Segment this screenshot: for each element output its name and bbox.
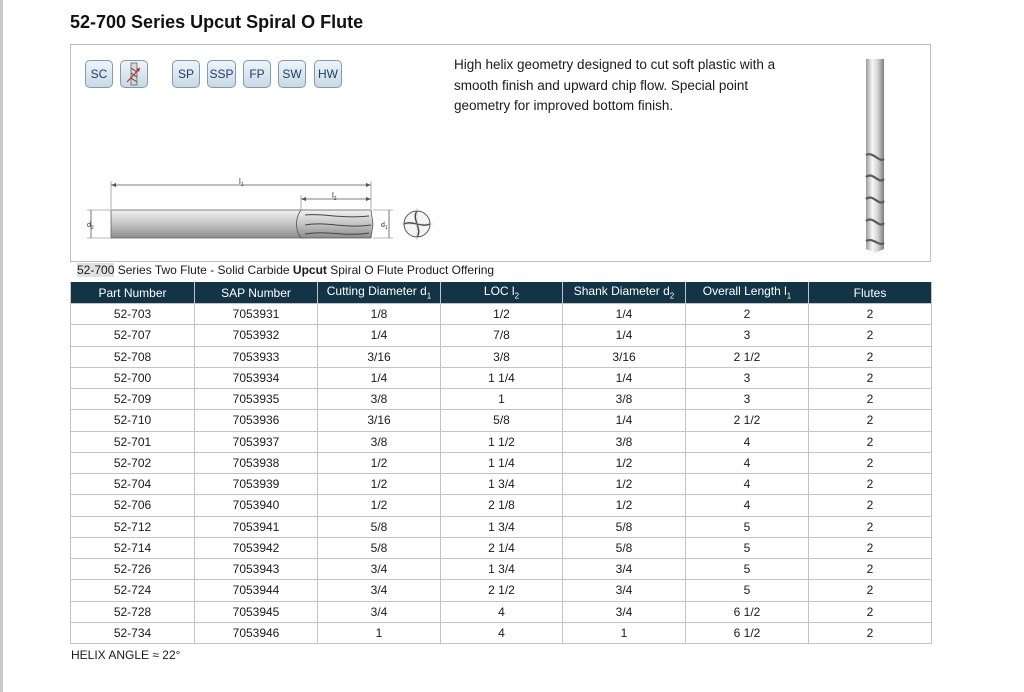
table-cell: 6 1/2 <box>686 622 809 643</box>
table-cell: 7053931 <box>195 304 318 325</box>
table-cell: 2 1/2 <box>686 346 809 367</box>
table-cell: 52-701 <box>71 431 195 452</box>
table-cell: 1 1/4 <box>441 367 563 388</box>
table-cell: 5/8 <box>441 410 563 431</box>
table-cell: 7053933 <box>195 346 318 367</box>
table-cell: 7053937 <box>195 431 318 452</box>
table-cell: 52-704 <box>71 474 195 495</box>
table-cell: 2 <box>809 389 932 410</box>
cutting-diameter-label: $d_1$ <box>381 222 388 231</box>
table-cell: 7053942 <box>195 537 318 558</box>
table-cell: 3/16 <box>318 410 441 431</box>
table-row <box>71 410 932 431</box>
column-header: SAP Number <box>195 282 318 304</box>
table-cell: 2 <box>809 537 932 558</box>
table-cell: 7053939 <box>195 474 318 495</box>
table-cell: 1 1/2 <box>441 431 563 452</box>
router-bit-photo <box>859 59 891 255</box>
table-cell: 4 <box>686 452 809 473</box>
table-cell: 3/8 <box>318 431 441 452</box>
table-cell: 4 <box>441 622 563 643</box>
table-cell: 7053932 <box>195 325 318 346</box>
column-header: Part Number <box>71 282 195 304</box>
table-row <box>71 601 932 622</box>
table-cell: 3 <box>686 389 809 410</box>
table-cell: 5/8 <box>563 537 686 558</box>
table-cell: 52-734 <box>71 622 195 643</box>
table-cell: 3/4 <box>318 580 441 601</box>
feature-chip-hw: HW <box>314 60 342 88</box>
column-header: Flutes <box>809 282 932 304</box>
table-cell: 1/4 <box>563 325 686 346</box>
table-cell: 52-703 <box>71 304 195 325</box>
table-cell: 52-710 <box>71 410 195 431</box>
table-cell: 2 <box>809 325 932 346</box>
table-cell: 3/8 <box>563 431 686 452</box>
table-cell: 1/2 <box>441 304 563 325</box>
table-cell: 1/4 <box>563 367 686 388</box>
table-cell: 4 <box>686 431 809 452</box>
feature-chip-sp: SP <box>172 60 200 88</box>
table-cell: 7053935 <box>195 389 318 410</box>
table-cell: 7/8 <box>441 325 563 346</box>
table-cell: 1/2 <box>318 495 441 516</box>
tool-shank-shape <box>111 210 305 238</box>
product-description: High helix geometry designed to cut soft plastic with a smooth finish and upward chip flow. Special point geometry for improved bottom finish. <box>454 57 776 113</box>
column-header: Shank Diameter $d_2$ <box>563 282 686 304</box>
table-cell: 3/8 <box>563 389 686 410</box>
table-cell: 2 <box>809 622 932 643</box>
table-cell: 1 <box>563 622 686 643</box>
table-cell: 2 1/2 <box>441 580 563 601</box>
table-cell: 52-700 <box>71 367 195 388</box>
table-cell: 3 <box>686 367 809 388</box>
table-cell: 1 3/4 <box>441 516 563 537</box>
column-header: Overall Length $l_1$ <box>686 282 809 304</box>
table-cell: 2 <box>809 495 932 516</box>
table-row <box>71 622 932 643</box>
table-cell: 1/8 <box>318 304 441 325</box>
table-cell: 7053936 <box>195 410 318 431</box>
caption-bold: Upcut <box>292 263 327 277</box>
table-cell: 5 <box>686 580 809 601</box>
page-title: 52-700 Series Upcut Spiral O Flute <box>70 12 364 32</box>
loc-label: $l_2$ <box>332 191 337 202</box>
table-cell: 52-708 <box>71 346 195 367</box>
tool-dimension-drawing <box>83 175 443 257</box>
table-cell: 7053940 <box>195 495 318 516</box>
tool-end-view-icon <box>401 208 433 240</box>
table-cell: 5 <box>686 537 809 558</box>
table-cell: 52-709 <box>71 389 195 410</box>
table-cell: 2 <box>809 431 932 452</box>
table-row <box>71 580 932 601</box>
table-cell: 52-714 <box>71 537 195 558</box>
table-cell: 52-707 <box>71 325 195 346</box>
table-cell: 3/16 <box>318 346 441 367</box>
table-cell: 2 <box>809 601 932 622</box>
table-cell: 7053946 <box>195 622 318 643</box>
table-cell: 7053934 <box>195 367 318 388</box>
table-cell: 3/4 <box>563 559 686 580</box>
table-row <box>71 452 932 473</box>
table-row <box>71 537 932 558</box>
table-cell: 6 1/2 <box>686 601 809 622</box>
table-cell: 3/8 <box>318 389 441 410</box>
table-cell: 2 1/2 <box>686 410 809 431</box>
overall-length-label: $l_1$ <box>239 177 244 188</box>
table-row <box>71 559 932 580</box>
table-cell: 52-726 <box>71 559 195 580</box>
table-cell: 7053944 <box>195 580 318 601</box>
table-cell: 1/2 <box>318 474 441 495</box>
table-cell: 7053943 <box>195 559 318 580</box>
feature-chip-sw: SW <box>278 60 306 88</box>
caption-series: 52-700 <box>77 263 115 277</box>
table-cell: 4 <box>686 474 809 495</box>
table-cell: 1/4 <box>318 367 441 388</box>
table-cell: 3 <box>686 325 809 346</box>
table-cell: 3/4 <box>318 559 441 580</box>
table-cell: 1 3/4 <box>441 559 563 580</box>
table-cell: 2 <box>809 452 932 473</box>
table-cell: 1/4 <box>563 410 686 431</box>
table-row <box>71 516 932 537</box>
page-edge-rule <box>0 0 3 692</box>
table-cell: 2 <box>686 304 809 325</box>
table-cell: 5 <box>686 516 809 537</box>
column-header: LOC $l_2$ <box>441 282 563 304</box>
table-row <box>71 431 932 452</box>
drill-bit-icon <box>120 60 148 88</box>
table-cell: 2 <box>809 367 932 388</box>
table-cell: 2 <box>809 474 932 495</box>
table-cell: 3/4 <box>563 580 686 601</box>
feature-chip-ssp: SSP <box>207 60 236 88</box>
table-row <box>71 474 932 495</box>
table-row <box>71 346 932 367</box>
table-cell: 2 <box>809 304 932 325</box>
table-cell: 7053938 <box>195 452 318 473</box>
table-cell: 1 <box>318 622 441 643</box>
table-cell: 2 1/8 <box>441 495 563 516</box>
caption-post: Spiral O Flute Product Offering <box>326 263 495 277</box>
table-cell: 1 3/4 <box>441 474 563 495</box>
table-cell: 52-724 <box>71 580 195 601</box>
table-cell: 7053941 <box>195 516 318 537</box>
table-cell: 1 <box>441 389 563 410</box>
table-cell: 1/2 <box>563 474 686 495</box>
table-cell: 2 <box>809 516 932 537</box>
table-row <box>71 304 932 325</box>
table-cell: 52-706 <box>71 495 195 516</box>
table-cell: 2 <box>809 410 932 431</box>
table-cell: 5/8 <box>563 516 686 537</box>
table-row <box>71 325 932 346</box>
table-cell: 5/8 <box>318 537 441 558</box>
table-cell: 1/4 <box>318 325 441 346</box>
product-offering-table <box>70 282 932 644</box>
table-caption <box>77 263 494 277</box>
table-cell: 7053945 <box>195 601 318 622</box>
table-cell: 3/16 <box>563 346 686 367</box>
caption-pre: Series Two Flute - Solid Carbide <box>114 263 293 277</box>
table-cell: 1/2 <box>318 452 441 473</box>
table-row <box>71 389 932 410</box>
table-cell: 3/4 <box>563 601 686 622</box>
table-row <box>71 367 932 388</box>
table-cell: 52-702 <box>71 452 195 473</box>
table-cell: 52-728 <box>71 601 195 622</box>
table-cell: 1 1/4 <box>441 452 563 473</box>
table-cell: 1/2 <box>563 495 686 516</box>
table-cell: 4 <box>686 495 809 516</box>
helix-angle-note: HELIX ANGLE ≈ 22° <box>71 648 181 662</box>
table-cell: 2 1/4 <box>441 537 563 558</box>
feature-chip-sc: SC <box>85 60 113 88</box>
table-cell: 52-712 <box>71 516 195 537</box>
table-cell: 1/2 <box>563 452 686 473</box>
table-row <box>71 495 932 516</box>
table-cell: 2 <box>809 580 932 601</box>
table-header-row <box>71 282 932 304</box>
feature-chip-fp: FP <box>243 60 271 88</box>
product-info-panel <box>70 44 931 262</box>
table-cell: 4 <box>441 601 563 622</box>
table-cell: 3/4 <box>318 601 441 622</box>
table-cell: 3/8 <box>441 346 563 367</box>
table-cell: 2 <box>809 346 932 367</box>
column-header: Cutting Diameter $d_1$ <box>318 282 441 304</box>
table-cell: 2 <box>809 559 932 580</box>
table-cell: 5/8 <box>318 516 441 537</box>
shank-diameter-label: $d_2$ <box>87 222 94 231</box>
table-cell: 5 <box>686 559 809 580</box>
table-cell: 1/4 <box>563 304 686 325</box>
